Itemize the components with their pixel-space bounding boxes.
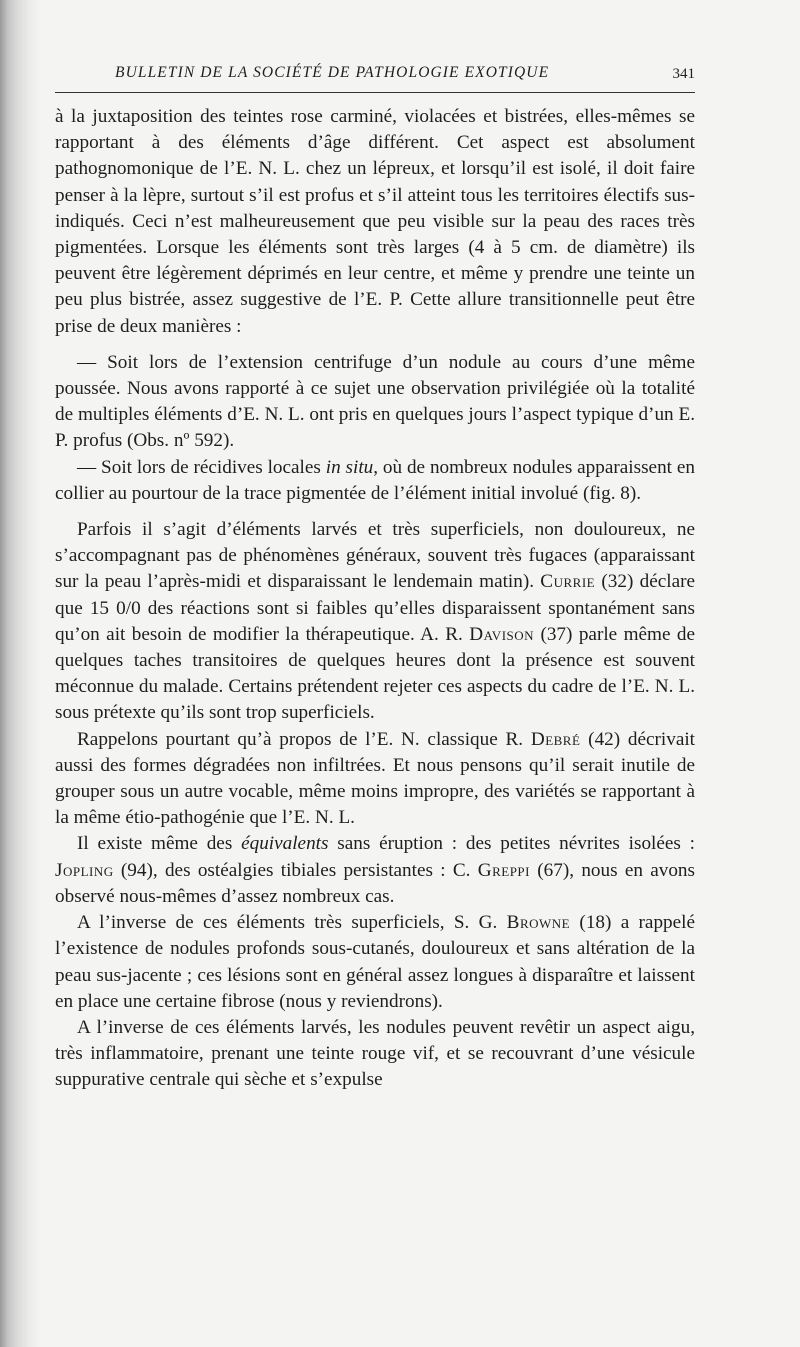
paragraph: Rappelons pourtant qu’à propos de l’E. N. classique R. Debré (42) décrivait aussi des formes dégradées non infiltrées. Et nous pensons qu’il serait inutile de grouper sous un autre vocable, même moins impropre, des variétés se rapportant à la même étio-pathogénie que l’E. N. L. (55, 728, 695, 829)
body-text (55, 104, 695, 1094)
paragraph: Parfois il s’agit d’éléments larvés et très superficiels, non douloureux, ne s’accompagnant pas de phénomènes généraux, souvent très fugaces (apparaissant sur la peau l’après-midi et disparaissant le lendemain matin). Currie (32) déclare que 15 0/0 des réactions sont si faibles qu’elles disparaissent spontanément sans qu’on ait besoin de modifier la thérapeutique. A. R. Davison (37) parle même de quelques taches transitoires de quelques heures dont la présence est souvent méconnue du malade. Certains prétendent rejeter ces aspects du cadre de l’E. N. L. sous prétexte qu’ils sont trop superficiels. (55, 519, 696, 724)
document-page (55, 0, 695, 1347)
author-name: Currie (540, 571, 596, 593)
page-gutter-shadow (0, 0, 40, 1347)
author-name: Browne (506, 912, 571, 934)
journal-title: BULLETIN DE LA SOCIÉTÉ DE PATHOLOGIE EXOTIQUE (115, 64, 550, 81)
author-name: Jopling (55, 859, 114, 881)
running-header (55, 62, 695, 93)
paragraph: à la juxtaposition des teintes rose carminé, violacées et bistrées, elles-mêmes se rapportant à des éléments d’âge différent. Cet aspect est absolument pathognomonique de l’E. N. L. chez un lépreux, et lorsqu’il est isolé, il doit faire penser à la lèpre, surtout s’il est profus et s’il atteint tous les territoires électifs sus-indiqués. Ceci n’est malheureusement que peu visible sur la peau des races très pigmentées. Lorsque les éléments sont très larges (4 à 5 cm. de diamètre) ils peuvent être légèrement déprimés en leur centre, et même y prendre une teinte un peu plus bistrée, assez suggestive de l’E. P. Cette allure transitionnelle peut être prise de deux manières : (55, 106, 695, 337)
author-name: Debré (530, 728, 581, 750)
latin-term: in situ (325, 456, 374, 478)
paragraph: Il existe même des équivalents sans éruption : des petites névrites isolées : Jopling (94), des ostéalgies tibiales persistantes : C. Greppi (67), nous en avons observé nous-mêmes d’assez nombreux cas. (55, 833, 696, 907)
paragraph: A l’inverse de ces éléments larvés, les nodules peuvent revêtir un aspect aigu, très inflammatoire, prenant une teinte rouge vif, et se recouvrant d’une vésicule suppurative centrale qui sèche et s’expulse (55, 1016, 695, 1091)
author-name: Greppi (477, 859, 530, 881)
emphasized-term: équivalents (241, 833, 329, 855)
paragraph: A l’inverse de ces éléments très superficiels, S. G. Browne (18) a rappelé l’existence de nodules profonds sous-cutanés, douloureux et sans altération de la peau sus-jacente ; ces lésions sont en général assez longues à disparaître et laissent en place une certaine fibrose (nous y reviendrons). (55, 912, 695, 1012)
author-name: Davison (469, 623, 535, 645)
paragraph: — Soit lors de l’extension centrifuge d’un nodule au cours d’une même poussée. Nous avons rapporté à ce sujet une observation privilégiée où la totalité de multiples éléments d’E. N. L. ont pris en quelques jours l’aspect typique d’un E. P. profus (Obs. nº 592). (55, 351, 695, 452)
page-number: 341 (672, 66, 695, 82)
paragraph: — Soit lors de récidives locales in situ, où de nombreux nodules apparaissent en collier au pourtour de la trace pigmentée de l’élément initial involué (fig. 8). (55, 456, 695, 504)
